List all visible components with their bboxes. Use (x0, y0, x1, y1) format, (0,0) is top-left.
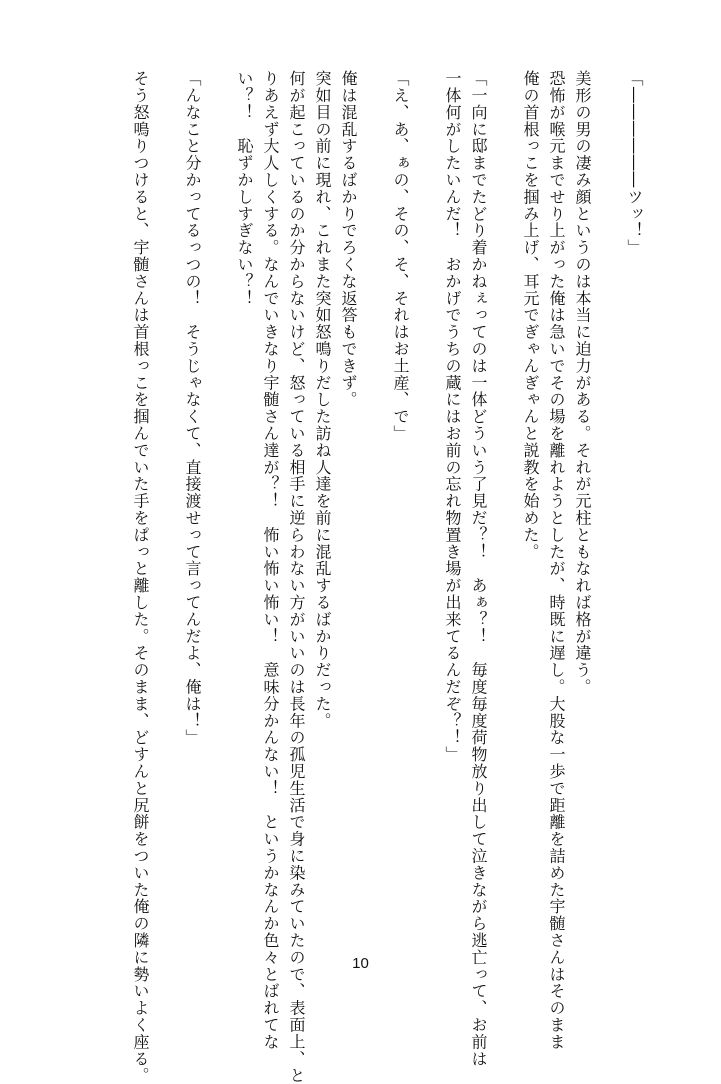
blank-line (413, 70, 439, 950)
blank-line (153, 70, 179, 950)
text-line: 俺は混乱するばかりでろくな返答もできず。 (339, 70, 358, 408)
text-line: 突如目の前に現れ、これまた突如怒鳴りだした訪ね人達を前に混乱するばかりだった。 (313, 70, 332, 730)
text-line: 俺の首根っこを掴み上げ、耳元でぎゃんぎゃんと説教を始めた。 (521, 70, 540, 561)
blank-line (595, 70, 621, 950)
text-line: 「一向に邸までたどり着かねぇってのは一体どういう了見だ？！ あぁ？！ 毎度毎度荷物放り出して泣きながら逃亡って、お前は (469, 70, 488, 1068)
blank-line (361, 70, 387, 950)
blank-line (491, 70, 517, 950)
text-line: 一体何がしたいんだ！ おかげでうちの蔵にはお前の忘れ物置き場が出来てるんだぞ？！」 (443, 70, 462, 763)
text-line: 「え、あ、ぁの、その、そ、それはお土産、で」 (391, 70, 410, 442)
text-line: 何が起こっているのか分からないけど、怒っている相手に逆らわない方がいいのは長年の孤児生活で身に染みていたので、表面上、と (287, 70, 306, 1084)
page-number: 10 (352, 955, 369, 972)
text-line: 恐怖が喉元までせり上がった俺は急いでその場を離れようとしたが、時既に遅し。大股な一歩で距離を詰めた宇髄さんはそのまま (547, 70, 566, 1051)
text-line: 「んなこと分かってるっつの！ そうじゃなくて、直接渡せって言ってんだよ、俺は！」 (183, 70, 202, 746)
blank-line (205, 70, 231, 950)
text-line: そう怒鳴りつけると、宇髄さんは首根っこを掴んでいた手をぱっと離した。そのまま、どすんと尻餅をついた俺の隣に勢いよく座る。 (131, 70, 150, 1084)
text-line: 「――――――ツッ！」 (625, 70, 644, 256)
text-line: りあえず大人しくする。なんでいきなり宇髄さん達が？！ 怖い怖い怖い！ 意味分かんない！ というかなんか色々とばれてな (261, 70, 280, 1051)
text-line: 美形の男の凄み顔というのは本当に迫力がある。それが元柱ともなれば格が違う。 (573, 70, 592, 696)
text-line: い？！ 恥ずかしすぎない？！ (235, 70, 254, 307)
